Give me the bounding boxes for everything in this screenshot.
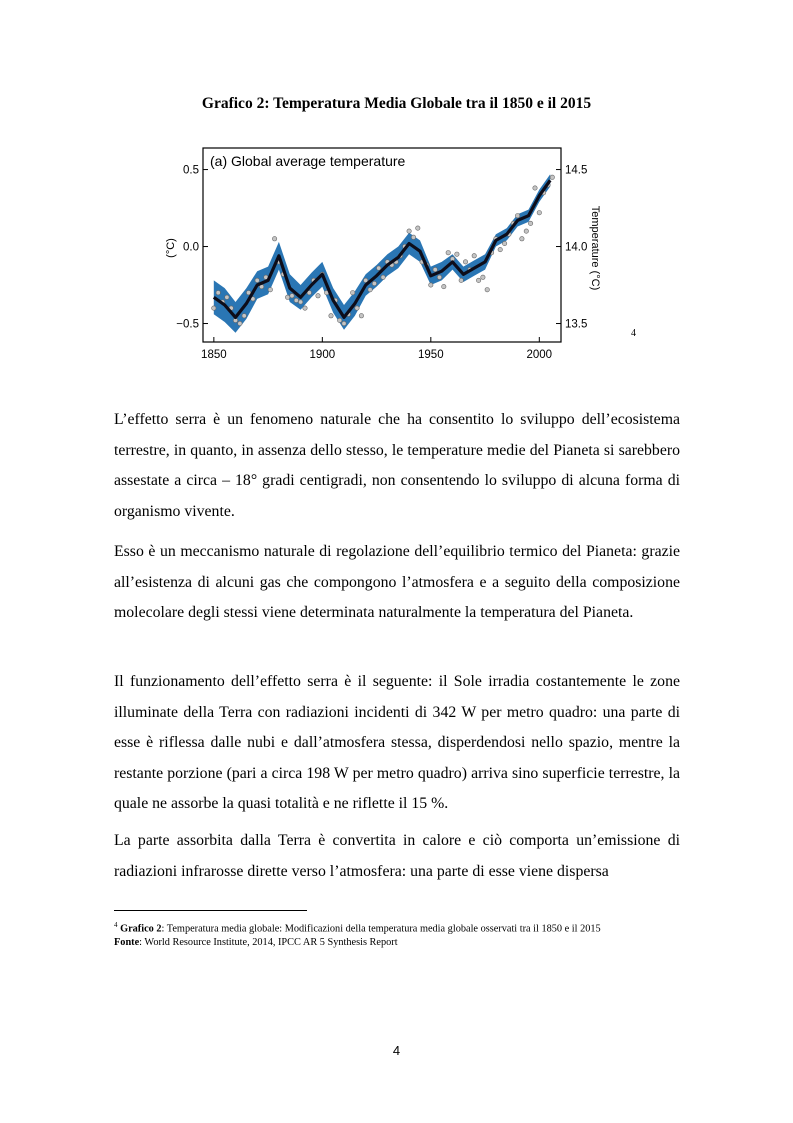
figure-caption: Grafico 2: Temperatura Media Globale tra il 1850 e il 2015 [201, 95, 592, 112]
footnote-number: 4 [114, 921, 118, 929]
annual-data-point [372, 281, 376, 285]
annual-data-point [368, 288, 372, 292]
annual-data-point [338, 318, 342, 322]
annual-data-point [459, 278, 463, 282]
annual-data-point [502, 241, 506, 245]
annual-data-point [476, 278, 480, 282]
annual-data-point [225, 295, 229, 299]
annual-data-point [515, 214, 519, 218]
annual-data-point [290, 294, 294, 298]
annual-data-point [329, 314, 333, 318]
annual-data-point [285, 295, 289, 299]
annual-data-point [351, 291, 355, 295]
annual-data-point [520, 237, 524, 241]
annual-data-point [359, 314, 363, 318]
footnote-text-source: : World Resource Institute, 2014, IPCC AR 5 Synthesis Report [139, 937, 398, 948]
annual-data-point [533, 186, 537, 190]
annual-data-point [242, 314, 246, 318]
footnote-label-figure: Grafico 2 [120, 923, 162, 935]
annual-data-point [524, 229, 528, 233]
footnote-source [114, 934, 694, 951]
footnote-text-figure: : Temperatura media globale: Modificazioni della temperatura media globale osservati tra il 1850 e il 2015 [161, 923, 601, 935]
annual-data-point [377, 266, 381, 270]
y-tick-label-right: 14.0 [565, 241, 588, 254]
annual-data-point [429, 283, 433, 287]
annual-data-point [342, 321, 346, 325]
annual-data-point [303, 306, 307, 310]
annual-data-point [433, 267, 437, 271]
paragraph-infrared-emission: La parte assorbita dalla Terra è convertita in calore e ciò comporta un’emissione di radiazioni infrarosse dirette verso l’atmosfera: una parte di esse viene dispersa [114, 832, 680, 880]
chart-title: (a) Global average temperature [210, 153, 406, 169]
y-axis-label-right: Temperature (°C) [589, 205, 601, 291]
y-tick-label-right: 13.5 [565, 318, 588, 331]
annual-data-point [294, 298, 298, 302]
annual-data-point [212, 306, 216, 310]
x-tick-label: 2000 [526, 349, 553, 361]
annual-data-point [298, 300, 302, 304]
annual-data-point [437, 275, 441, 279]
plot-frame [203, 148, 561, 342]
paragraph-radiation-mechanism: Il funzionamento dell’effetto serra è il seguente: il Sole irradia costantemente le zone illuminate della Terra con radiazioni incidenti di 342 W per metro quadro: una parte di esse è riflessa dalle nubi e dall’atmosfera stessa, disperdendosi nello spazio, mentre la restante porzione (pari a circa 198 W per metro quadro) arriva sino superficie terrestre, la quale ne assorbe la quasi totalità e ne riflette il 15 %. [114, 673, 680, 812]
annual-data-point [255, 278, 259, 282]
footnote-reference: 4 [631, 328, 636, 339]
annual-data-point [407, 229, 411, 233]
annual-data-point [537, 211, 541, 215]
y-tick-label-left: 0.5 [183, 164, 199, 177]
annual-data-point [316, 294, 320, 298]
annual-data-point [442, 284, 446, 288]
x-tick-label: 1900 [309, 349, 336, 361]
paragraph-greenhouse-intro: L’effetto serra è un fenomeno naturale che ha consentito lo sviluppo dell’ecosistema terrestre, in quanto, in assenza dello stesso, le temperature medie del Pianeta si sarebbero assestate a circa – 18° gradi centigradi, non consentendo lo sviluppo di alcuna forma di organismo vivente. [114, 411, 680, 520]
annual-data-point [498, 247, 502, 251]
annual-data-point [550, 175, 554, 179]
annual-data-point [485, 288, 489, 292]
annual-data-point [268, 288, 272, 292]
annual-data-point [528, 221, 532, 225]
x-tick-label: 1850 [201, 349, 227, 361]
paragraph-thermal-regulation: Esso è un meccanismo naturale di regolazione dell’equilibrio termico del Pianeta: grazie all’esistenza di alcuni gas che compongono l’atmosfera e a seguito della composizione molecolare degli stessi viene determinata naturalmente la temperatura del Pianeta. [114, 543, 680, 621]
x-tick-label: 1950 [418, 349, 444, 361]
page-number: 4 [392, 1043, 401, 1058]
annual-data-point [381, 275, 385, 279]
annual-data-point [411, 235, 415, 239]
annual-data-point [272, 237, 276, 241]
annual-data-point [238, 321, 242, 325]
annual-data-point [216, 291, 220, 295]
annual-data-point [416, 226, 420, 230]
annual-data-point [355, 306, 359, 310]
y-tick-label-left: −0.5 [176, 318, 199, 331]
annual-data-point [455, 252, 459, 256]
y-tick-label-left: 0.0 [183, 241, 199, 254]
y-tick-label-right: 14.5 [565, 164, 588, 177]
annual-data-point [481, 275, 485, 279]
y-axis-label-left: (°C) [165, 238, 177, 258]
temperature-chart [158, 145, 601, 367]
annual-data-point [472, 254, 476, 258]
footnote-label-source: Fonte [114, 937, 140, 948]
footnote-separator [114, 910, 307, 911]
annual-data-point [463, 260, 467, 264]
annual-data-point [446, 251, 450, 255]
